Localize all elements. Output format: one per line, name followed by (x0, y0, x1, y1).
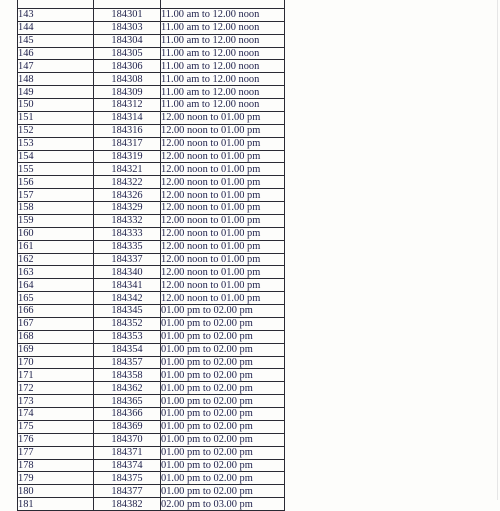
roll-number-cell: 184319 (94, 150, 161, 163)
serial-number-cell: 172 (18, 382, 94, 395)
roll-number-cell: 184308 (94, 73, 161, 86)
roll-number-cell (94, 0, 161, 8)
serial-number-cell: 176 (18, 433, 94, 446)
roll-number-cell: 184306 (94, 60, 161, 73)
table-row (18, 124, 285, 137)
serial-number-cell: 154 (18, 150, 94, 163)
table-row (18, 459, 285, 472)
table-row (18, 214, 285, 227)
table-row (18, 446, 285, 459)
schedule-table-body (18, 0, 285, 511)
time-slot-cell: 01.00 pm to 02.00 pm (161, 485, 285, 498)
roll-number-cell: 184321 (94, 163, 161, 176)
serial-number-cell: 155 (18, 163, 94, 176)
table-row (18, 408, 285, 421)
time-slot-cell: 01.00 pm to 02.00 pm (161, 395, 285, 408)
time-slot-cell: 01.00 pm to 02.00 pm (161, 317, 285, 330)
roll-number-cell: 184382 (94, 498, 161, 511)
serial-number-cell: 174 (18, 408, 94, 421)
time-slot-cell: 11.00 am to 12.00 noon (161, 60, 285, 73)
table-row (18, 485, 285, 498)
serial-number-cell: 179 (18, 472, 94, 485)
time-slot-cell: 12.00 noon to 01.00 pm (161, 240, 285, 253)
table-row (18, 240, 285, 253)
serial-number-cell: 157 (18, 189, 94, 202)
serial-number-cell: 143 (18, 8, 94, 21)
serial-number-cell: 164 (18, 279, 94, 292)
roll-number-cell: 184303 (94, 21, 161, 34)
serial-number-cell: 145 (18, 34, 94, 47)
time-slot-cell: 11.00 am to 12.00 noon (161, 21, 285, 34)
serial-number-cell: 175 (18, 420, 94, 433)
time-slot-cell: 12.00 noon to 01.00 pm (161, 124, 285, 137)
time-slot-cell: 12.00 noon to 01.00 pm (161, 111, 285, 124)
time-slot-cell: 01.00 pm to 02.00 pm (161, 369, 285, 382)
table-row (18, 73, 285, 86)
time-slot-cell: 01.00 pm to 02.00 pm (161, 459, 285, 472)
roll-number-cell: 184358 (94, 369, 161, 382)
table-row (18, 227, 285, 240)
roll-number-cell: 184340 (94, 266, 161, 279)
time-slot-cell: 01.00 pm to 02.00 pm (161, 446, 285, 459)
roll-number-cell: 184332 (94, 214, 161, 227)
time-slot-cell: 12.00 noon to 01.00 pm (161, 163, 285, 176)
table-row (18, 202, 285, 215)
time-slot-cell: 12.00 noon to 01.00 pm (161, 150, 285, 163)
time-slot-cell: 01.00 pm to 02.00 pm (161, 330, 285, 343)
table-row (18, 292, 285, 305)
table-row (18, 330, 285, 343)
roll-number-cell: 184354 (94, 343, 161, 356)
serial-number-cell: 150 (18, 99, 94, 112)
serial-number-cell: 149 (18, 86, 94, 99)
serial-number-cell: 144 (18, 21, 94, 34)
serial-number-cell: 151 (18, 111, 94, 124)
serial-number-cell: 165 (18, 292, 94, 305)
time-slot-cell: 12.00 noon to 01.00 pm (161, 253, 285, 266)
roll-number-cell: 184362 (94, 382, 161, 395)
table-row (18, 356, 285, 369)
table-row (18, 420, 285, 433)
time-slot-cell: 11.00 am to 12.00 noon (161, 86, 285, 99)
serial-number-cell: 147 (18, 60, 94, 73)
serial-number-cell: 177 (18, 446, 94, 459)
table-row (18, 305, 285, 318)
table-row (18, 343, 285, 356)
serial-number-cell: 170 (18, 356, 94, 369)
table-row (18, 99, 285, 112)
time-slot-cell: 11.00 am to 12.00 noon (161, 99, 285, 112)
roll-number-cell: 184317 (94, 137, 161, 150)
roll-number-cell: 184337 (94, 253, 161, 266)
roll-number-cell: 184301 (94, 8, 161, 21)
serial-number-cell: 167 (18, 317, 94, 330)
roll-number-cell: 184366 (94, 408, 161, 421)
roll-number-cell: 184342 (94, 292, 161, 305)
time-slot-cell: 01.00 pm to 02.00 pm (161, 305, 285, 318)
time-slot-cell: 12.00 noon to 01.00 pm (161, 292, 285, 305)
time-slot-cell: 12.00 noon to 01.00 pm (161, 214, 285, 227)
time-slot-cell: 12.00 noon to 01.00 pm (161, 137, 285, 150)
time-slot-cell: 01.00 pm to 02.00 pm (161, 408, 285, 421)
serial-number-cell: 148 (18, 73, 94, 86)
roll-number-cell: 184371 (94, 446, 161, 459)
roll-number-cell: 184329 (94, 202, 161, 215)
roll-number-cell: 184375 (94, 472, 161, 485)
table-row (18, 472, 285, 485)
table-row (18, 47, 285, 60)
time-slot-cell: 12.00 noon to 01.00 pm (161, 176, 285, 189)
time-slot-cell: 01.00 pm to 02.00 pm (161, 433, 285, 446)
time-slot-cell: 02.00 pm to 03.00 pm (161, 498, 285, 511)
table-row (18, 21, 285, 34)
schedule-table (17, 0, 285, 511)
serial-number-cell: 152 (18, 124, 94, 137)
serial-number-cell: 180 (18, 485, 94, 498)
table-row (18, 253, 285, 266)
roll-number-cell: 184357 (94, 356, 161, 369)
roll-number-cell: 184316 (94, 124, 161, 137)
serial-number-cell: 158 (18, 202, 94, 215)
serial-number-cell: 162 (18, 253, 94, 266)
time-slot-cell: 11.00 am to 12.00 noon (161, 34, 285, 47)
roll-number-cell: 184333 (94, 227, 161, 240)
roll-number-cell: 184353 (94, 330, 161, 343)
time-slot-cell: 01.00 pm to 02.00 pm (161, 356, 285, 369)
serial-number-cell: 153 (18, 137, 94, 150)
serial-number-cell: 163 (18, 266, 94, 279)
serial-number-cell: 156 (18, 176, 94, 189)
roll-number-cell: 184377 (94, 485, 161, 498)
roll-number-cell: 184365 (94, 395, 161, 408)
serial-number-cell: 173 (18, 395, 94, 408)
time-slot-cell: 12.00 noon to 01.00 pm (161, 227, 285, 240)
serial-number-cell: 168 (18, 330, 94, 343)
time-slot-cell: 11.00 am to 12.00 noon (161, 47, 285, 60)
roll-number-cell: 184314 (94, 111, 161, 124)
table-row (18, 60, 285, 73)
time-slot-cell: 11.00 am to 12.00 noon (161, 8, 285, 21)
table-row (18, 34, 285, 47)
time-slot-cell: 01.00 pm to 02.00 pm (161, 343, 285, 356)
table-row (18, 150, 285, 163)
roll-number-cell: 184322 (94, 176, 161, 189)
time-slot-cell: 11.00 am to 12.00 noon (161, 73, 285, 86)
table-row (18, 317, 285, 330)
roll-number-cell: 184304 (94, 34, 161, 47)
roll-number-cell: 184305 (94, 47, 161, 60)
table-row (18, 86, 285, 99)
time-slot-cell (161, 0, 285, 8)
roll-number-cell: 184341 (94, 279, 161, 292)
time-slot-cell: 12.00 noon to 01.00 pm (161, 266, 285, 279)
serial-number-cell: 169 (18, 343, 94, 356)
page-edge (497, 0, 498, 500)
table-row (18, 0, 285, 8)
time-slot-cell: 01.00 pm to 02.00 pm (161, 472, 285, 485)
roll-number-cell: 184335 (94, 240, 161, 253)
time-slot-cell: 01.00 pm to 02.00 pm (161, 420, 285, 433)
serial-number-cell: 181 (18, 498, 94, 511)
time-slot-cell: 12.00 noon to 01.00 pm (161, 202, 285, 215)
serial-number-cell: 171 (18, 369, 94, 382)
serial-number-cell: 159 (18, 214, 94, 227)
table-row (18, 189, 285, 202)
table-row (18, 163, 285, 176)
time-slot-cell: 12.00 noon to 01.00 pm (161, 279, 285, 292)
serial-number-cell: 161 (18, 240, 94, 253)
table-row (18, 176, 285, 189)
serial-number-cell: 178 (18, 459, 94, 472)
time-slot-cell: 12.00 noon to 01.00 pm (161, 189, 285, 202)
table-row (18, 279, 285, 292)
table-row (18, 433, 285, 446)
roll-number-cell: 184326 (94, 189, 161, 202)
roll-number-cell: 184345 (94, 305, 161, 318)
table-row (18, 369, 285, 382)
serial-number-cell: 160 (18, 227, 94, 240)
serial-number-cell (18, 0, 94, 8)
roll-number-cell: 184352 (94, 317, 161, 330)
roll-number-cell: 184370 (94, 433, 161, 446)
table-row (18, 266, 285, 279)
serial-number-cell: 166 (18, 305, 94, 318)
table-row (18, 395, 285, 408)
time-slot-cell: 01.00 pm to 02.00 pm (161, 382, 285, 395)
roll-number-cell: 184312 (94, 99, 161, 112)
table-row (18, 8, 285, 21)
roll-number-cell: 184369 (94, 420, 161, 433)
roll-number-cell: 184309 (94, 86, 161, 99)
roll-number-cell: 184374 (94, 459, 161, 472)
table-row (18, 137, 285, 150)
serial-number-cell: 146 (18, 47, 94, 60)
table-row (18, 382, 285, 395)
table-row (18, 111, 285, 124)
